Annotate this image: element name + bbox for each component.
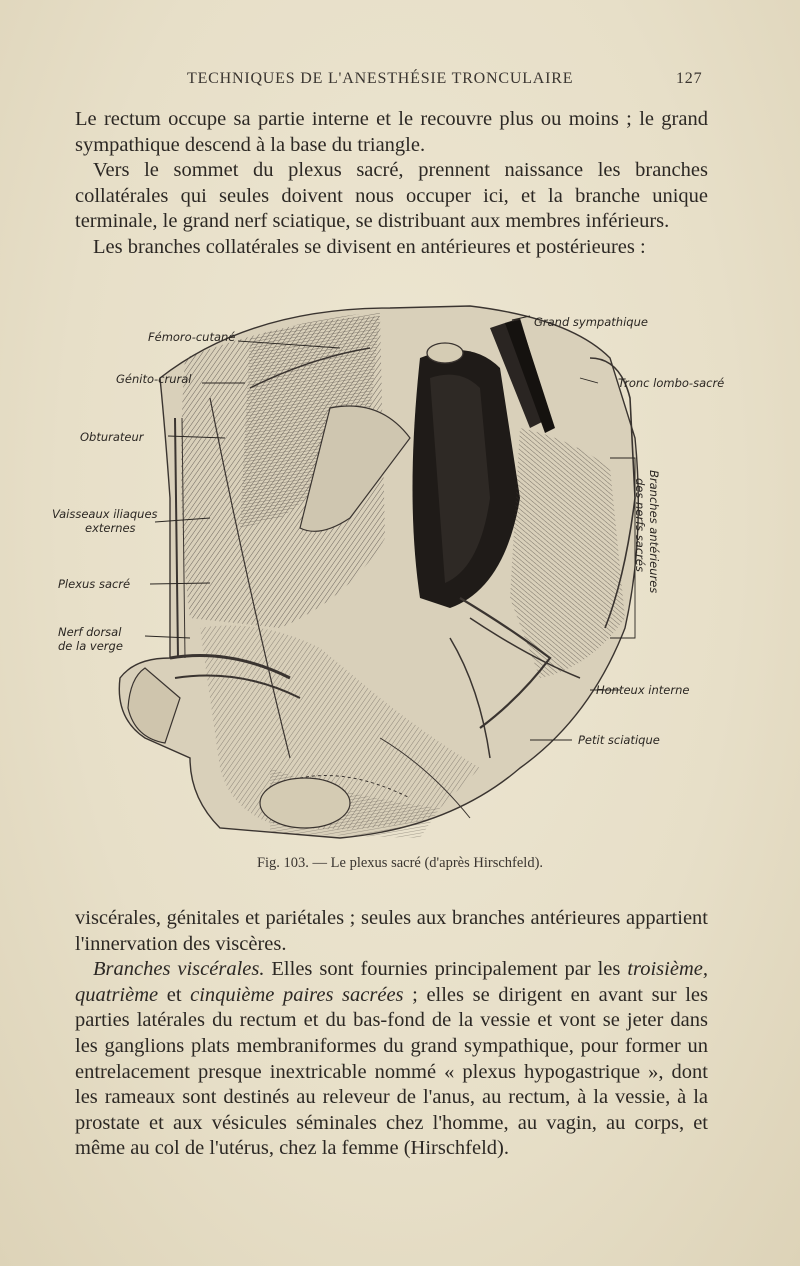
label-tronc-lombo-sacre: Tronc lombo-sacré xyxy=(618,376,725,390)
paragraph: Les branches collatérales se divisent en antérieures et postérieures : xyxy=(93,235,646,258)
paragraph xyxy=(75,957,708,1162)
label-nerf-dorsal: Nerf dorsal xyxy=(58,625,122,639)
running-title: TECHNIQUES DE L'ANESTHÉSIE TRONCULAIRE xyxy=(187,70,574,87)
anatomical-figure xyxy=(50,298,750,848)
bottom-text-block xyxy=(75,906,708,1162)
paragraph: Vers le sommet du plexus sacré, prennent naissance les branches collatérales qui seules doivent nous occuper ici, et la branche unique terminale, le grand nerf sciatique, se distribuant aux membres inférieurs. xyxy=(75,159,708,233)
pelvis-illustration xyxy=(119,306,638,838)
label-grand-sympathique: Grand sympathique xyxy=(534,315,648,329)
label-nerfs-sacres: des nerfs sacrés xyxy=(633,478,647,572)
label-petit-sciatique: Petit sciatique xyxy=(578,733,660,747)
text-run: Elles sont fournies principalement par les xyxy=(264,958,628,981)
text-run-italic: cinquième paires sacrées xyxy=(190,983,404,1006)
label-genito-crural: Génito-crural xyxy=(116,372,192,386)
text-run: et xyxy=(158,983,191,1006)
label-branches-anterieures: Branches antérieures xyxy=(647,470,661,594)
paragraph: Le rectum occupe sa partie interne et le recouvre plus ou moins ; le grand sympathique descend à la base du triangle. xyxy=(75,108,708,156)
label-honteux-interne: Honteux interne xyxy=(596,683,690,697)
label-nerf-dorsal-verge: de la verge xyxy=(58,639,123,653)
section-lead: Branches viscérales. xyxy=(93,958,265,981)
label-plexus-sacre: Plexus sacré xyxy=(58,577,131,591)
label-vaisseaux-iliaques: Vaisseaux iliaques xyxy=(52,507,158,521)
label-obturateur: Obturateur xyxy=(80,430,144,444)
page-number: 127 xyxy=(676,70,703,87)
text-run: ; elles se dirigent en avant sur les parties latérales du rectum et du bas-fond de la vessie et vont se jeter dans les ganglions plats membraniformes du grand sympathique, pour former un entrelacement presque inextricable nommé « plexus hypogastrique », dont les rameaux sont destinés au releveur de l'anus, au rectum, à la vessie, à la prostate et aux vésicules séminales chez l'homme, au vagin, au corps, et même au col de l'utérus, chez la femme (Hirschfeld). xyxy=(75,983,709,1160)
label-vaisseaux-externes: externes xyxy=(85,521,136,535)
label-femoro-cutane: Fémoro-cutané xyxy=(148,330,236,344)
top-text-block xyxy=(75,107,708,261)
paragraph: viscérales, génitales et pariétales ; seules aux branches antérieures appartient l'innervation des viscères. xyxy=(75,907,708,955)
figure-caption: Fig. 103. — Le plexus sacré (d'après Hirschfeld). xyxy=(256,855,544,871)
text-run-italic: troisième, quatrième xyxy=(75,958,708,1006)
